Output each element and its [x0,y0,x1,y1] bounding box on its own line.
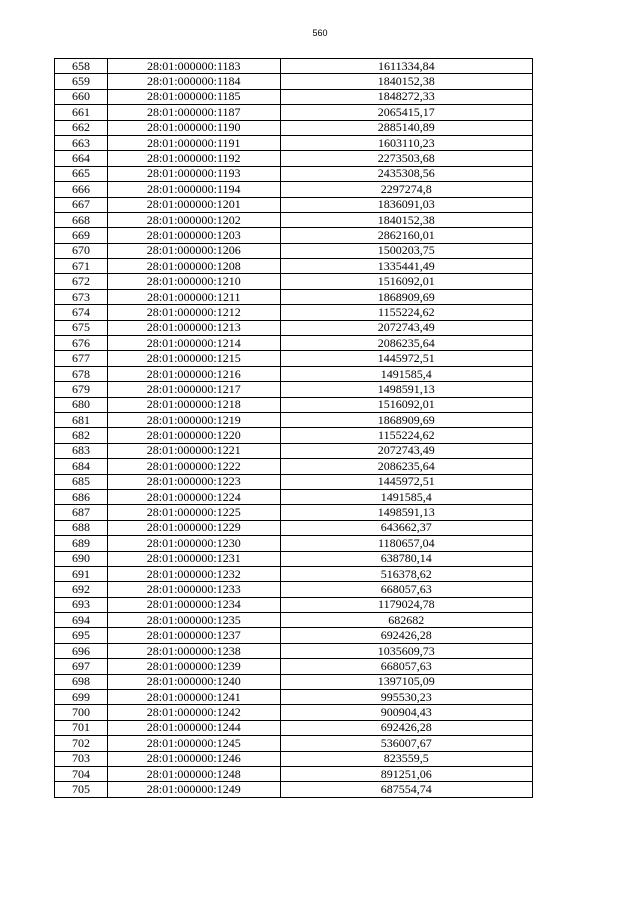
cadastral-number-cell: 28:01:000000:1208 [107,259,280,274]
table-row [55,766,533,781]
cadastral-number-cell: 28:01:000000:1219 [107,412,280,427]
table-row [55,782,533,797]
value-cell: 536007,67 [280,736,532,751]
cadastral-number-cell: 28:01:000000:1191 [107,135,280,150]
value-cell: 1868909,69 [280,412,532,427]
row-number-cell: 679 [55,382,108,397]
cadastral-number-cell: 28:01:000000:1221 [107,443,280,458]
table-row [55,228,533,243]
page-number: 560 [312,28,328,38]
value-cell: 1491585,4 [280,489,532,504]
table-row [55,705,533,720]
row-number-cell: 666 [55,182,108,197]
cadastral-number-cell: 28:01:000000:1220 [107,428,280,443]
value-cell: 1155224,62 [280,428,532,443]
cadastral-number-cell: 28:01:000000:1240 [107,674,280,689]
table-row [55,412,533,427]
row-number-cell: 673 [55,289,108,304]
row-number-cell: 665 [55,166,108,181]
table-row [55,274,533,289]
table-row [55,443,533,458]
table-row [55,489,533,504]
table-row [55,212,533,227]
value-cell: 2065415,17 [280,105,532,120]
row-number-cell: 674 [55,305,108,320]
row-number-cell: 667 [55,197,108,212]
row-number-cell: 662 [55,120,108,135]
table-row [55,613,533,628]
row-number-cell: 697 [55,659,108,674]
value-cell: 2297274,8 [280,182,532,197]
value-cell: 516378,62 [280,566,532,581]
table-row [55,551,533,566]
value-cell: 2086235,64 [280,459,532,474]
value-cell: 643662,37 [280,520,532,535]
value-cell: 1836091,03 [280,197,532,212]
cadastral-number-cell: 28:01:000000:1222 [107,459,280,474]
table-row [55,120,533,135]
cadastral-number-cell: 28:01:000000:1203 [107,228,280,243]
table-row [55,351,533,366]
table-row [55,74,533,89]
table-row [55,243,533,258]
cadastral-number-cell: 28:01:000000:1213 [107,320,280,335]
cadastral-number-cell: 28:01:000000:1234 [107,597,280,612]
cadastral-number-cell: 28:01:000000:1248 [107,766,280,781]
row-number-cell: 702 [55,736,108,751]
row-number-cell: 700 [55,705,108,720]
table-row [55,520,533,535]
value-cell: 1840152,38 [280,74,532,89]
row-number-cell: 692 [55,582,108,597]
value-cell: 1500203,75 [280,243,532,258]
cadastral-number-cell: 28:01:000000:1230 [107,536,280,551]
row-number-cell: 661 [55,105,108,120]
table-row [55,166,533,181]
value-cell: 891251,06 [280,766,532,781]
table-row [55,336,533,351]
row-number-cell: 699 [55,690,108,705]
row-number-cell: 705 [55,782,108,797]
table-row [55,459,533,474]
value-cell: 995530,23 [280,690,532,705]
cadastral-number-cell: 28:01:000000:1216 [107,366,280,381]
cadastral-number-cell: 28:01:000000:1190 [107,120,280,135]
cadastral-number-cell: 28:01:000000:1211 [107,289,280,304]
value-cell: 1445972,51 [280,474,532,489]
table-row [55,59,533,74]
value-cell: 2435308,56 [280,166,532,181]
table-row [55,89,533,104]
value-cell: 668057,63 [280,659,532,674]
table-row [55,736,533,751]
row-number-cell: 676 [55,336,108,351]
table-row [55,259,533,274]
row-number-cell: 663 [55,135,108,150]
cadastral-number-cell: 28:01:000000:1214 [107,336,280,351]
value-cell: 682682 [280,613,532,628]
value-cell: 1491585,4 [280,366,532,381]
value-cell: 1035609,73 [280,643,532,658]
table-body [55,59,533,798]
table-row [55,628,533,643]
cadastral-number-cell: 28:01:000000:1218 [107,397,280,412]
row-number-cell: 686 [55,489,108,504]
table-row [55,566,533,581]
row-number-cell: 672 [55,274,108,289]
row-number-cell: 704 [55,766,108,781]
value-cell: 1498591,13 [280,505,532,520]
row-number-cell: 685 [55,474,108,489]
cadastral-number-cell: 28:01:000000:1244 [107,720,280,735]
row-number-cell: 695 [55,628,108,643]
row-number-cell: 680 [55,397,108,412]
table-row [55,366,533,381]
table-row [55,582,533,597]
cadastral-number-cell: 28:01:000000:1206 [107,243,280,258]
table-row [55,289,533,304]
value-cell: 2885140,89 [280,120,532,135]
table-row [55,659,533,674]
cadastral-number-cell: 28:01:000000:1238 [107,643,280,658]
table-row [55,428,533,443]
cadastral-number-cell: 28:01:000000:1193 [107,166,280,181]
value-cell: 900904,43 [280,705,532,720]
row-number-cell: 660 [55,89,108,104]
cadastral-number-cell: 28:01:000000:1232 [107,566,280,581]
value-cell: 1445972,51 [280,351,532,366]
table-row [55,320,533,335]
row-number-cell: 703 [55,751,108,766]
table-row [55,690,533,705]
cadastral-number-cell: 28:01:000000:1224 [107,489,280,504]
table-row [55,305,533,320]
cadastral-number-cell: 28:01:000000:1217 [107,382,280,397]
row-number-cell: 694 [55,613,108,628]
cadastral-number-cell: 28:01:000000:1229 [107,520,280,535]
value-cell: 638780,14 [280,551,532,566]
value-cell: 2862160,01 [280,228,532,243]
row-number-cell: 690 [55,551,108,566]
value-cell: 668057,63 [280,582,532,597]
row-number-cell: 691 [55,566,108,581]
row-number-cell: 670 [55,243,108,258]
cadastral-number-cell: 28:01:000000:1184 [107,74,280,89]
cadastral-number-cell: 28:01:000000:1210 [107,274,280,289]
table-row [55,474,533,489]
value-cell: 1840152,38 [280,212,532,227]
cadastral-value-table [54,58,533,798]
cadastral-number-cell: 28:01:000000:1231 [107,551,280,566]
cadastral-number-cell: 28:01:000000:1215 [107,351,280,366]
row-number-cell: 675 [55,320,108,335]
table-row [55,505,533,520]
cadastral-number-cell: 28:01:000000:1246 [107,751,280,766]
row-number-cell: 669 [55,228,108,243]
cadastral-number-cell: 28:01:000000:1212 [107,305,280,320]
table-row [55,674,533,689]
cadastral-number-cell: 28:01:000000:1201 [107,197,280,212]
value-cell: 1848272,33 [280,89,532,104]
row-number-cell: 684 [55,459,108,474]
value-cell: 1155224,62 [280,305,532,320]
cadastral-number-cell: 28:01:000000:1185 [107,89,280,104]
cadastral-number-cell: 28:01:000000:1192 [107,151,280,166]
value-cell: 1516092,01 [280,397,532,412]
table-row [55,643,533,658]
cadastral-number-cell: 28:01:000000:1187 [107,105,280,120]
table-row [55,105,533,120]
table-row [55,597,533,612]
table-row [55,151,533,166]
table-row [55,197,533,212]
table-row [55,751,533,766]
value-cell: 687554,74 [280,782,532,797]
row-number-cell: 687 [55,505,108,520]
cadastral-number-cell: 28:01:000000:1249 [107,782,280,797]
row-number-cell: 658 [55,59,108,74]
row-number-cell: 701 [55,720,108,735]
cadastral-number-cell: 28:01:000000:1223 [107,474,280,489]
row-number-cell: 664 [55,151,108,166]
row-number-cell: 678 [55,366,108,381]
row-number-cell: 689 [55,536,108,551]
cadastral-number-cell: 28:01:000000:1239 [107,659,280,674]
value-cell: 692426,28 [280,628,532,643]
value-cell: 2072743,49 [280,443,532,458]
cadastral-number-cell: 28:01:000000:1202 [107,212,280,227]
value-cell: 1611334,84 [280,59,532,74]
row-number-cell: 693 [55,597,108,612]
cadastral-number-cell: 28:01:000000:1237 [107,628,280,643]
value-cell: 1335441,49 [280,259,532,274]
row-number-cell: 682 [55,428,108,443]
cadastral-number-cell: 28:01:000000:1225 [107,505,280,520]
value-cell: 692426,28 [280,720,532,735]
cadastral-number-cell: 28:01:000000:1245 [107,736,280,751]
value-cell: 2072743,49 [280,320,532,335]
row-number-cell: 698 [55,674,108,689]
value-cell: 1603110,23 [280,135,532,150]
row-number-cell: 668 [55,212,108,227]
row-number-cell: 671 [55,259,108,274]
cadastral-number-cell: 28:01:000000:1233 [107,582,280,597]
row-number-cell: 688 [55,520,108,535]
value-cell: 2273503,68 [280,151,532,166]
cadastral-number-cell: 28:01:000000:1235 [107,613,280,628]
row-number-cell: 683 [55,443,108,458]
cadastral-number-cell: 28:01:000000:1183 [107,59,280,74]
cadastral-number-cell: 28:01:000000:1194 [107,182,280,197]
value-cell: 1397105,09 [280,674,532,689]
row-number-cell: 681 [55,412,108,427]
row-number-cell: 696 [55,643,108,658]
value-cell: 1868909,69 [280,289,532,304]
value-cell: 823559,5 [280,751,532,766]
value-cell: 1498591,13 [280,382,532,397]
table-row [55,536,533,551]
table-row [55,182,533,197]
cadastral-number-cell: 28:01:000000:1242 [107,705,280,720]
table-row [55,135,533,150]
table-row [55,720,533,735]
row-number-cell: 659 [55,74,108,89]
value-cell: 1516092,01 [280,274,532,289]
value-cell: 1180657,04 [280,536,532,551]
value-cell: 1179024,78 [280,597,532,612]
table-row [55,397,533,412]
row-number-cell: 677 [55,351,108,366]
table-row [55,382,533,397]
cadastral-number-cell: 28:01:000000:1241 [107,690,280,705]
value-cell: 2086235,64 [280,336,532,351]
